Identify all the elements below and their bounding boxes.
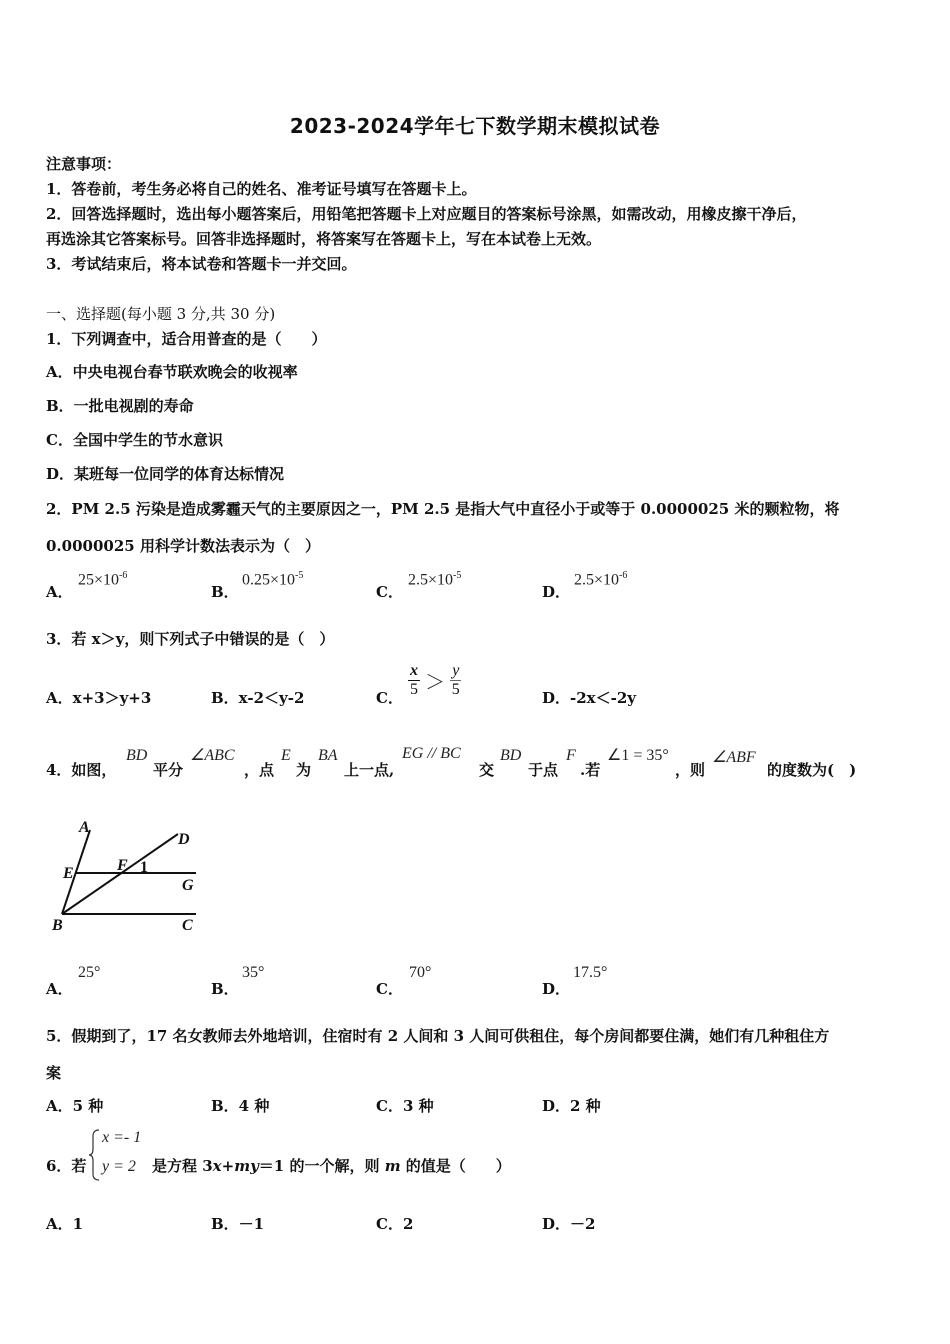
label-d: D (178, 831, 190, 848)
q4-math-angle-abc: ∠ABC (190, 747, 235, 764)
q6-stem: 是方程 3x+my＝1 的一个解，则 m 的值是（ ） (152, 1157, 511, 1175)
q6-option-a: A．1 (46, 1215, 84, 1233)
q2-label-b: B． (211, 583, 239, 601)
notice-item-2-cont: 再选涂其它答案标号。回答非选择题时，将答案写在答题卡上，写在本试卷上无效。 (46, 230, 602, 248)
label-c: C (182, 917, 193, 934)
q4-math-angle-abf: ∠ABF (712, 749, 756, 766)
q4-stem-p7: 于点 (528, 761, 559, 779)
q2-label-a: A． (46, 583, 73, 601)
q4-value-d: 17.5° (573, 964, 608, 981)
label-b: B (52, 917, 63, 934)
q6-equation-1: x =- 1 (102, 1129, 142, 1146)
notice-item-1: 1．答卷前，考生务必将自己的姓名、准考证号填写在答题卡上。 (46, 180, 477, 198)
q3-option-a: A．x+3＞y+3 (46, 689, 152, 707)
q4-value-c: 70° (409, 964, 432, 981)
q4-value-b: 35° (242, 964, 265, 981)
q4-label-b: B． (211, 980, 239, 998)
q5-option-d: D．2 种 (542, 1097, 601, 1115)
q2-value-c: $2.5\times 10^{-5}$ (408, 570, 462, 589)
q4-label-c: C． (376, 980, 403, 998)
q4-stem-p6: 交 (479, 761, 495, 779)
q4-stem-p3: ，点 (244, 761, 275, 779)
equation-system-brace (88, 1128, 102, 1182)
fraction-right: $\frac{y}{5}$ (451, 662, 460, 698)
q2-value-d: $2.5\times 10^{-6}$ (574, 570, 628, 589)
q4-stem-p9: ，则 (675, 761, 706, 779)
q5-option-c: C．3 种 (376, 1097, 434, 1115)
q3-stem: 3．若 x＞y，则下列式子中错误的是（ ） (46, 630, 335, 648)
page-title: 2023-2024学年七下数学期末模拟试卷 (289, 114, 661, 138)
q4-stem-p10: 的度数为( ) (767, 761, 857, 779)
q4-geometry-figure (46, 818, 216, 940)
q4-math-eg-parallel-bc: EG // BC (402, 745, 461, 762)
q6-option-c: C．2 (376, 1215, 414, 1233)
section-heading: 一、选择题(每小题 3 分,共 30 分) (46, 305, 276, 323)
q1-option-c: C．全国中学生的节水意识 (46, 431, 223, 449)
q5-stem-line1: 5．假期到了，17 名女教师去外地培训，住宿时有 2 人间和 3 人间可供租住，每个房间都要住满，她们有几种租住方 (46, 1027, 830, 1045)
q6-option-d: D．－2 (542, 1215, 596, 1233)
label-a: A (79, 819, 90, 836)
q5-option-b: B．4 种 (211, 1097, 270, 1115)
label-g: G (182, 877, 194, 894)
notice-item-3: 3．考试结束后，将本试卷和答题卡一并交回。 (46, 255, 357, 273)
q3-option-c-expr: $\frac{x}{5}$ ＞ $\frac{y}{5}$ (410, 662, 460, 698)
label-e: E (63, 865, 74, 882)
q4-math-bd-2: BD (500, 747, 522, 764)
q4-stem-p8: .若 (580, 761, 601, 779)
q3-option-d: D．-2x＜-2y (542, 689, 636, 707)
q3-label-c: C． (376, 689, 403, 707)
q2-stem-line1: 2．PM 2.5 污染是造成雾霾天气的主要原因之一，PM 2.5 是指大气中直径小于或等于 0.0000025 米的颗粒物，将 (46, 500, 840, 518)
q4-stem-p4: 为 (296, 761, 312, 779)
q4-math-f: F (566, 747, 576, 764)
figure-lines (62, 830, 196, 914)
fraction-left: $\frac{x}{5}$ (410, 662, 418, 698)
label-f: F (117, 857, 128, 874)
q2-label-d: D． (542, 583, 571, 601)
q1-option-b: B．一批电视剧的寿命 (46, 397, 194, 415)
q4-label-a: A． (46, 980, 73, 998)
q6-option-b: B．－1 (211, 1215, 265, 1233)
q5-stem-line2: 案 (46, 1064, 62, 1082)
q4-stem-p2: 平分 (153, 761, 184, 779)
q2-value-b: $0.25\times 10^{-5}$ (242, 570, 304, 589)
q4-math-ba: BA (318, 747, 338, 764)
q4-math-e: E (281, 747, 291, 764)
notice-heading: 注意事项： (46, 155, 122, 173)
q2-label-c: C． (376, 583, 403, 601)
q2-value-a: $25\times 10^{-6}$ (78, 570, 128, 589)
q4-stem-p5: 上一点, (344, 761, 395, 779)
label-angle-1: 1 (140, 859, 148, 876)
q1-option-d: D．某班每一位同学的体育达标情况 (46, 465, 285, 483)
q4-label-d: D． (542, 980, 571, 998)
q4-value-a: 25° (78, 964, 101, 981)
q2-stem-line2: 0.0000025 用科学计数法表示为（ ） (46, 537, 320, 555)
q1-stem: 1．下列调查中，适合用普查的是（ ） (46, 330, 327, 348)
notice-item-2: 2．回答选择题时，选出每小题答案后，用铅笔把答题卡上对应题目的答案标号涂黑，如需改动，用橡皮擦干净后， (46, 205, 807, 223)
q4-math-angle1: ∠1 = 35° (607, 747, 669, 764)
q6-prefix: 6．若 (46, 1157, 87, 1175)
q4-stem-p1: 4．如图， (46, 761, 117, 779)
q3-option-b: B．x-2＜y-2 (211, 689, 305, 707)
q4-math-bd: BD (126, 747, 148, 764)
q1-option-a: A．中央电视台春节联欢晚会的收视率 (46, 363, 298, 381)
q6-equation-2: y = 2 (102, 1158, 136, 1175)
q5-option-a: A．5 种 (46, 1097, 104, 1115)
